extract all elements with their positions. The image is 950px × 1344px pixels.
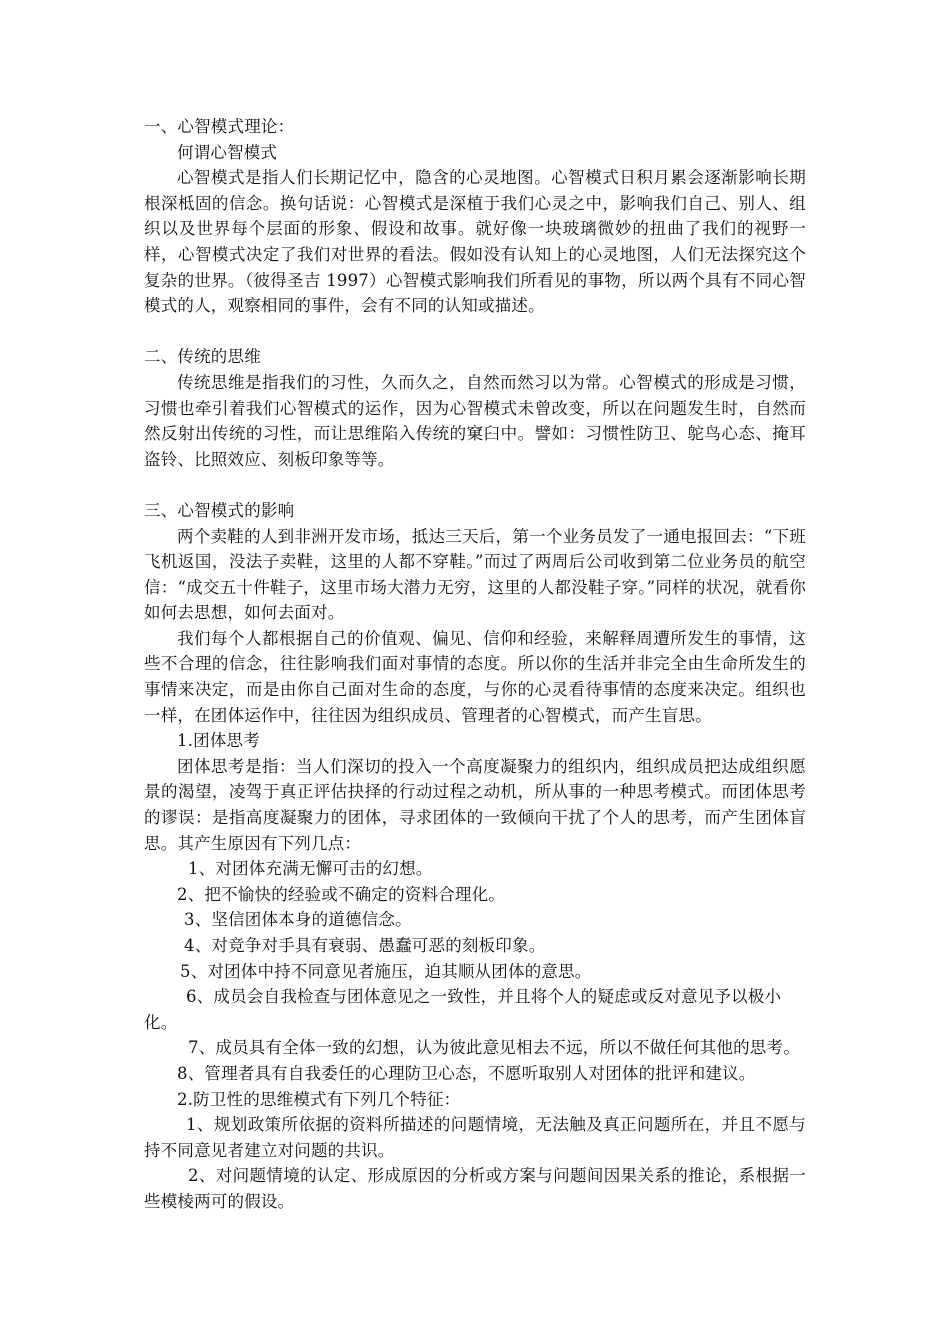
defensive-thinking-title: 2.防卫性的思维模式有下列几个特征： [177,1089,461,1109]
section-1-paragraph: 心智模式是指人们长期记忆中，隐含的心灵地图。心智模式日积月累会逐渐影响长期根深柢固的信念。换句话说：心智模式是深植于我们心灵之中，影响我们自己、别人、组织以及世界每个层面的形象、假设和故事。就好像一块玻璃微妙的扭曲了我们的视野一样，心智模式决定了我们对世界的看法。假如没有认知上的心灵地图，人们无法探究这个复杂的世界。（彼得圣吉 1997）心智模式影响我们所看见的事物，所以两个具有不同心智模式的人，观察相同的事件，会有不同的认知或描述。 [144,168,806,316]
cause-list-item: 4、对竞争对手具有衰弱、愚蠢可恶的刻板印象。 [184,936,546,955]
cause-list-item: 3、坚信团体本身的道德信念。 [184,910,412,930]
document-page [144,114,806,1215]
cause-list-item: 8、管理者具有自我委任的心理防卫心态，不愿听取别人对团体的批评和建议。 [177,1063,756,1083]
spacer [144,319,806,345]
section-3-heading: 三、心智模式的影响 [144,500,295,520]
section-1-subheading: 何谓心智模式 [177,142,278,162]
feature-list-item: 1、规划政策所依据的资料所描述的问题情境，无法触及真正问题所在，并且不愿与持不同意见者建立对问题的共识。 [144,1115,806,1160]
cause-list-item: 2、把不愉快的经验或不确定的资料合理化。 [177,884,505,904]
cause-list-item: 5、对团体中持不同意见者施压，迫其顺从团体的意思。 [180,961,592,981]
group-thinking-paragraph: 团体思考是指：当人们深切的投入一个高度凝聚力的组织内，组织成员把达成组织愿景的渴望，凌驾于真正评估抉择的行动过程之动机，所从事的一种思考模式。而团体思考的谬误：是指高度凝聚力的团体，寻求团体的一致倾向干扰了个人的思考，而产生团体盲思。其产生原因有下列几点： [144,756,806,853]
section-2-heading: 二、传统的思维 [144,347,261,367]
cause-list-item: 7、成员具有全体一致的幻想，认为彼此意见相去不远，所以不做任何其他的思考。 [188,1038,800,1058]
spacer [144,472,806,498]
section-3-paragraph-1: 两个卖鞋的人到非洲开发市场，抵达三天后，第一个业务员发了一通电报回去：“下班飞机返国，没法子卖鞋，这里的人都不穿鞋。”而过了两周后公司收到第二位业务员的航空信：“成交五十件鞋子，这里市场大潜力无穷，这里的人都没鞋子穿。”同样的状况，就看你如何去思想，如何去面对。 [144,526,806,623]
group-thinking-title: 1.团体思考 [177,731,260,751]
cause-list-item: 6、成员会自我检查与团体意见之一致性，并且将个人的疑虑或反对意见予以极小化。 [144,987,782,1032]
cause-list-item: 1、对团体充满无懈可击的幻想。 [188,859,433,879]
feature-list-item: 2、对问题情境的认定、形成原因的分析或方案与问题间因果关系的推论，系根据一些模棱两可的假设。 [144,1166,806,1211]
section-1-heading: 一、心智模式理论： [144,117,295,136]
section-3-paragraph-2: 我们每个人都根据自己的价值观、偏见、信仰和经验，来解释周遭所发生的事情，这些不合理的信念，往往影响我们面对事情的态度。所以你的生活并非完全由生命所发生的事情来决定，而是由你自己面对生命的态度，与你的心灵看待事情的态度来决定。组织也一样，在团体运作中，往往因为组织成员、管理者的心智模式，而产生盲思。 [144,628,806,725]
section-2-paragraph: 传统思维是指我们的习性，久而久之，自然而然习以为常。心智模式的形成是习惯，习惯也牵引着我们心智模式的运作，因为心智模式未曾改变，所以在问题发生时，自然而然反射出传统的习性，而让思维陷入传统的窠臼中。譬如：习惯性防卫、鸵鸟心态、掩耳盗铃、比照效应、刻板印象等等。 [144,372,806,469]
